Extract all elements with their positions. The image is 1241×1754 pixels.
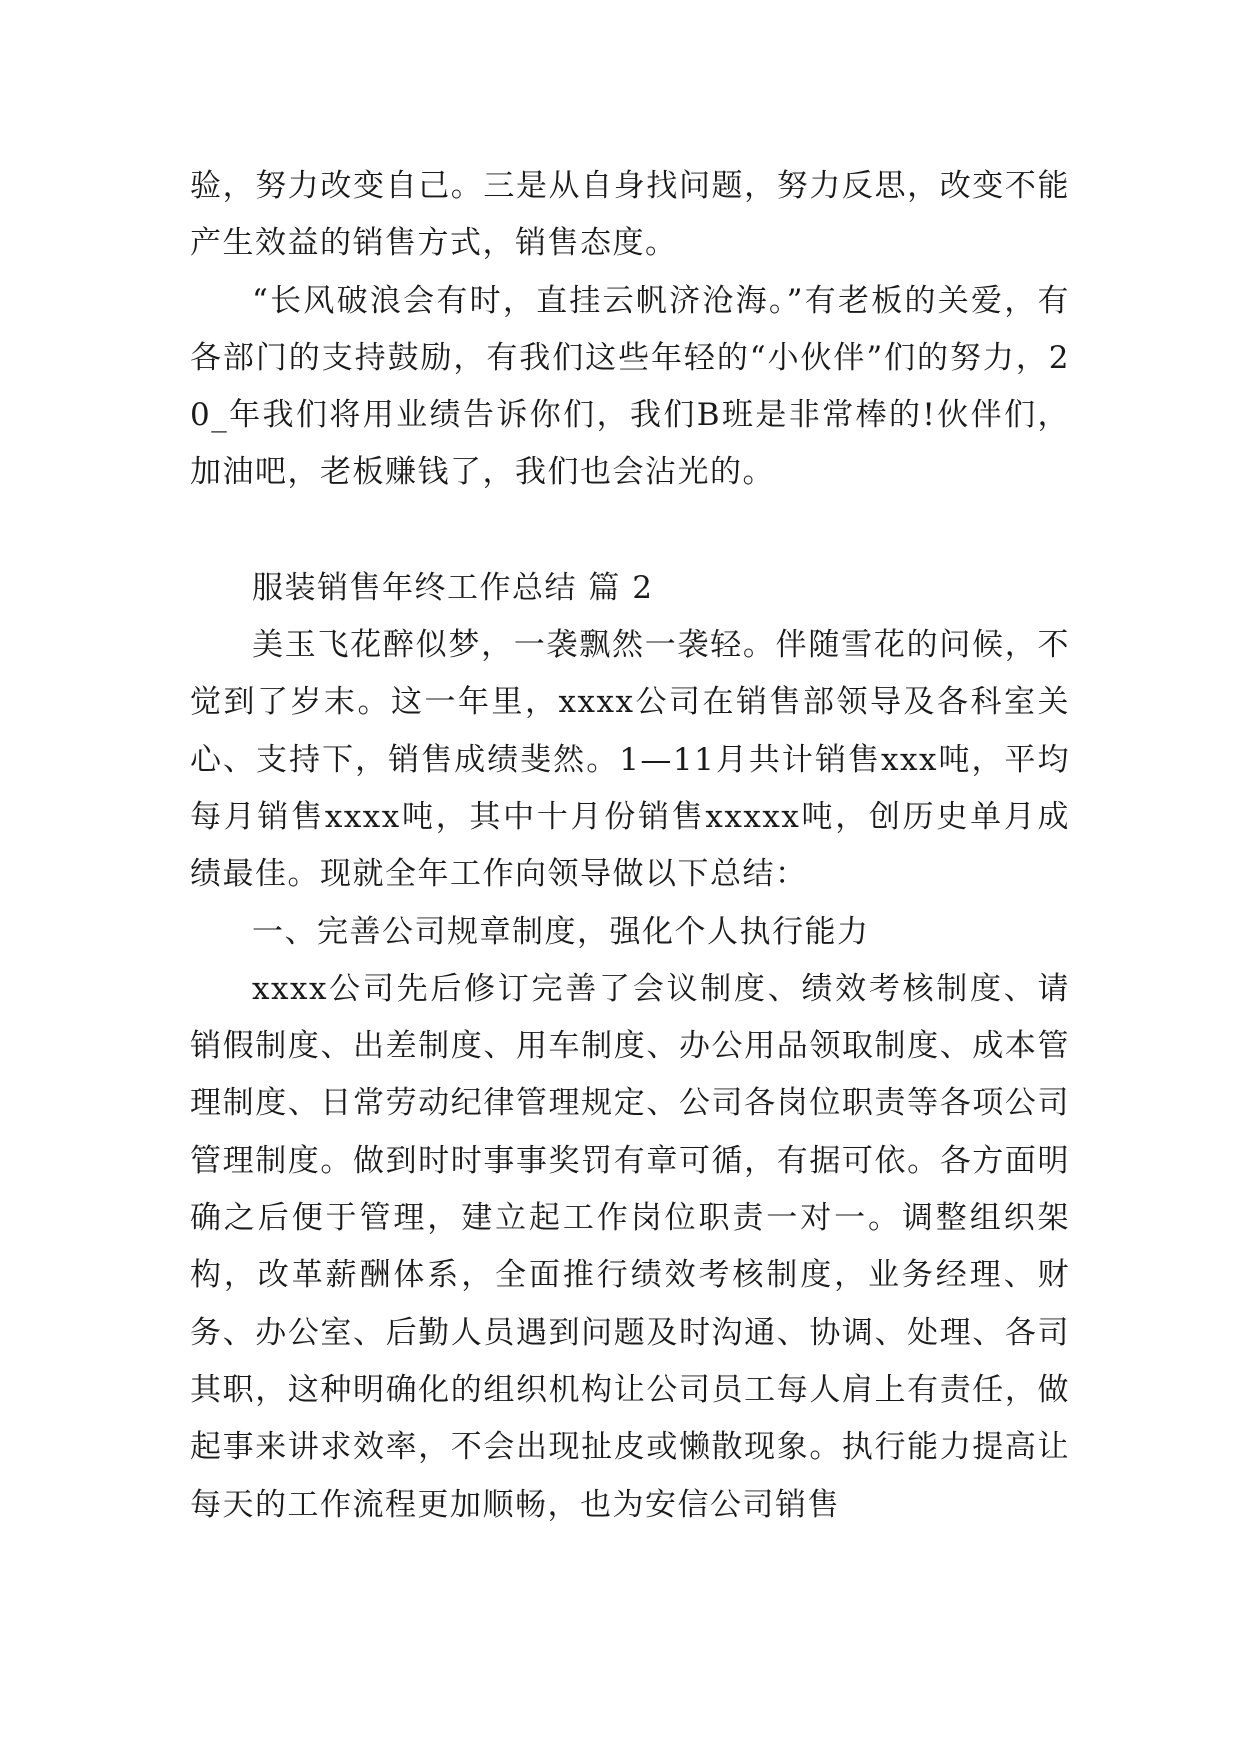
paragraph-closing: “长风破浪会有时，直挂云帆济沧海。”有老板的关爱，有各部门的支持鼓励，有我们这些年轻的“小伙伴”们的努力，20_年我们将用业绩告诉你们，我们B班是非常棒的!伙伴们，加油吧，老板赚钱了，我们也会沾光的。 bbox=[190, 282, 1070, 491]
section-title: 服装销售年终工作总结 篇 2 bbox=[252, 569, 654, 606]
paragraph-continued: 验，努力改变自己。三是从自身找问题，努力反思，改变不能产生效益的销售方式，销售态度。 bbox=[190, 168, 1070, 262]
paragraph-body: xxxx公司先后修订完善了会议制度、绩效考核制度、请销假制度、出差制度、用车制度、办公用品领取制度、成本管理制度、日常劳动纪律管理规定、公司各岗位职责等各项公司管理制度。做到时时事事奖罚有章可循，有据可依。各方面明确之后便于管理，建立起工作岗位职责一对一。调整组织架构，改革薪酬体系，全面推行绩效考核制度，业务经理、财务、办公室、后勤人员遇到问题及时沟通、协调、处理、各司其职，这种明确化的组织机构让公司员工每人肩上有责任，做起事来讲求效率，不会出现扯皮或懒散现象。执行能力提高让每天的工作流程更加顺畅，也为安信公司销售 bbox=[190, 970, 1070, 1523]
document-body bbox=[190, 158, 1070, 1534]
paragraph-intro: 美玉飞花醉似梦，一袭飘然一袭轻。伴随雪花的问候，不觉到了岁末。这一年里，xxxx公司在销售部领导及各科室关心、支持下，销售成绩斐然。1—11月共计销售xxx吨，平均每月销售xxxx吨，其中十月份销售xxxxx吨，创历史单月成绩最佳。现就全年工作向领导做以下总结： bbox=[190, 627, 1070, 893]
subsection-heading: 一、完善公司规章制度，强化个人执行能力 bbox=[252, 913, 870, 950]
